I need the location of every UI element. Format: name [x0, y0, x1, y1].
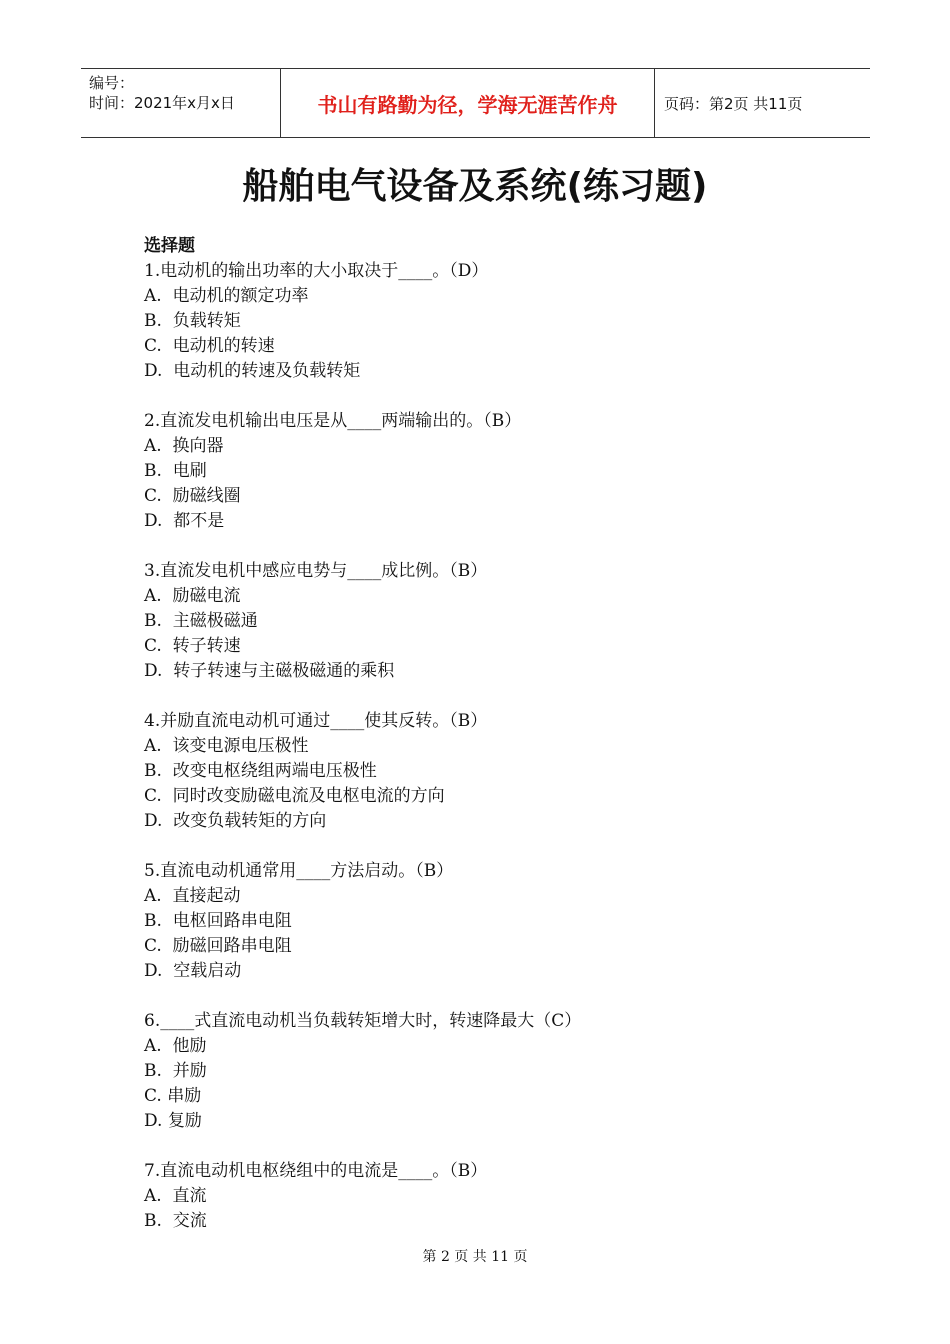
header-meta	[81, 69, 281, 137]
question-option: A. 该变电源电压极性	[144, 736, 309, 756]
header-motto: 书山有路勤为径，学海无涯苦作舟	[281, 69, 655, 137]
question-option: A. 直流	[144, 1186, 207, 1206]
question-list	[144, 234, 844, 1259]
question-text: 5.直流电动机通常用____方法启动。（B）	[144, 861, 454, 881]
question-option: B. 交流	[144, 1211, 207, 1231]
question-text: 6.____式直流电动机当负载转矩增大时，转速降最大（C）	[144, 1011, 582, 1031]
question-option: B. 负载转矩	[144, 311, 241, 331]
question-option: C. 转子转速	[144, 636, 241, 656]
question-option: C. 电动机的转速	[144, 336, 275, 356]
document-title: 船舶电气设备及系统(练习题)	[242, 166, 708, 207]
question-option: D. 转子转速与主磁极磁通的乘积	[144, 661, 395, 681]
question-text: 7.直流电动机电枢绕组中的电流是____。（B）	[144, 1161, 488, 1181]
question-option: D. 空载启动	[144, 961, 242, 981]
question-item	[144, 559, 844, 684]
question-option: B. 改变电枢绕组两端电压极性	[144, 761, 377, 781]
question-item	[144, 709, 844, 834]
time-label: 时间：2021年x月x日	[89, 94, 235, 112]
question-item	[144, 1009, 844, 1134]
header-page-info: 页码：第2页 共11页	[664, 94, 803, 113]
question-item	[144, 859, 844, 984]
question-item	[144, 1159, 844, 1234]
question-option: A. 励磁电流	[144, 586, 241, 606]
question-option: B. 电刷	[144, 461, 207, 481]
question-option: C. 同时改变励磁电流及电枢电流的方向	[144, 786, 445, 806]
question-option: D. 改变负载转矩的方向	[144, 811, 327, 831]
question-option: C. 励磁线圈	[144, 486, 241, 506]
question-option: B. 主磁极磁通	[144, 611, 258, 631]
question-option: D. 电动机的转速及负载转矩	[144, 361, 361, 381]
number-label: 编号：	[89, 74, 135, 92]
question-option: B. 并励	[144, 1061, 207, 1081]
question-text: 1.电动机的输出功率的大小取决于____。（D）	[144, 261, 489, 281]
question-item	[144, 259, 844, 384]
question-option: C. 串励	[144, 1086, 202, 1106]
question-text: 4.并励直流电动机可通过____使其反转。（B）	[144, 711, 488, 731]
page-footer: 第 2 页 共 11 页	[422, 1249, 528, 1265]
page-header	[81, 68, 870, 138]
question-option: C. 励磁回路串电阻	[144, 936, 292, 956]
question-text: 2.直流发电机输出电压是从____两端输出的。（B）	[144, 411, 522, 431]
question-option: A. 电动机的额定功率	[144, 286, 309, 306]
question-option: A. 换向器	[144, 436, 224, 456]
question-option: A. 直接起动	[144, 886, 241, 906]
question-option: D. 都不是	[144, 511, 225, 531]
question-option: A. 他励	[144, 1036, 207, 1056]
section-title: 选择题	[144, 236, 195, 256]
question-text: 3.直流发电机中感应电势与____成比例。（B）	[144, 561, 488, 581]
question-option: B. 电枢回路串电阻	[144, 911, 292, 931]
question-item	[144, 409, 844, 534]
question-option: D. 复励	[144, 1111, 202, 1131]
